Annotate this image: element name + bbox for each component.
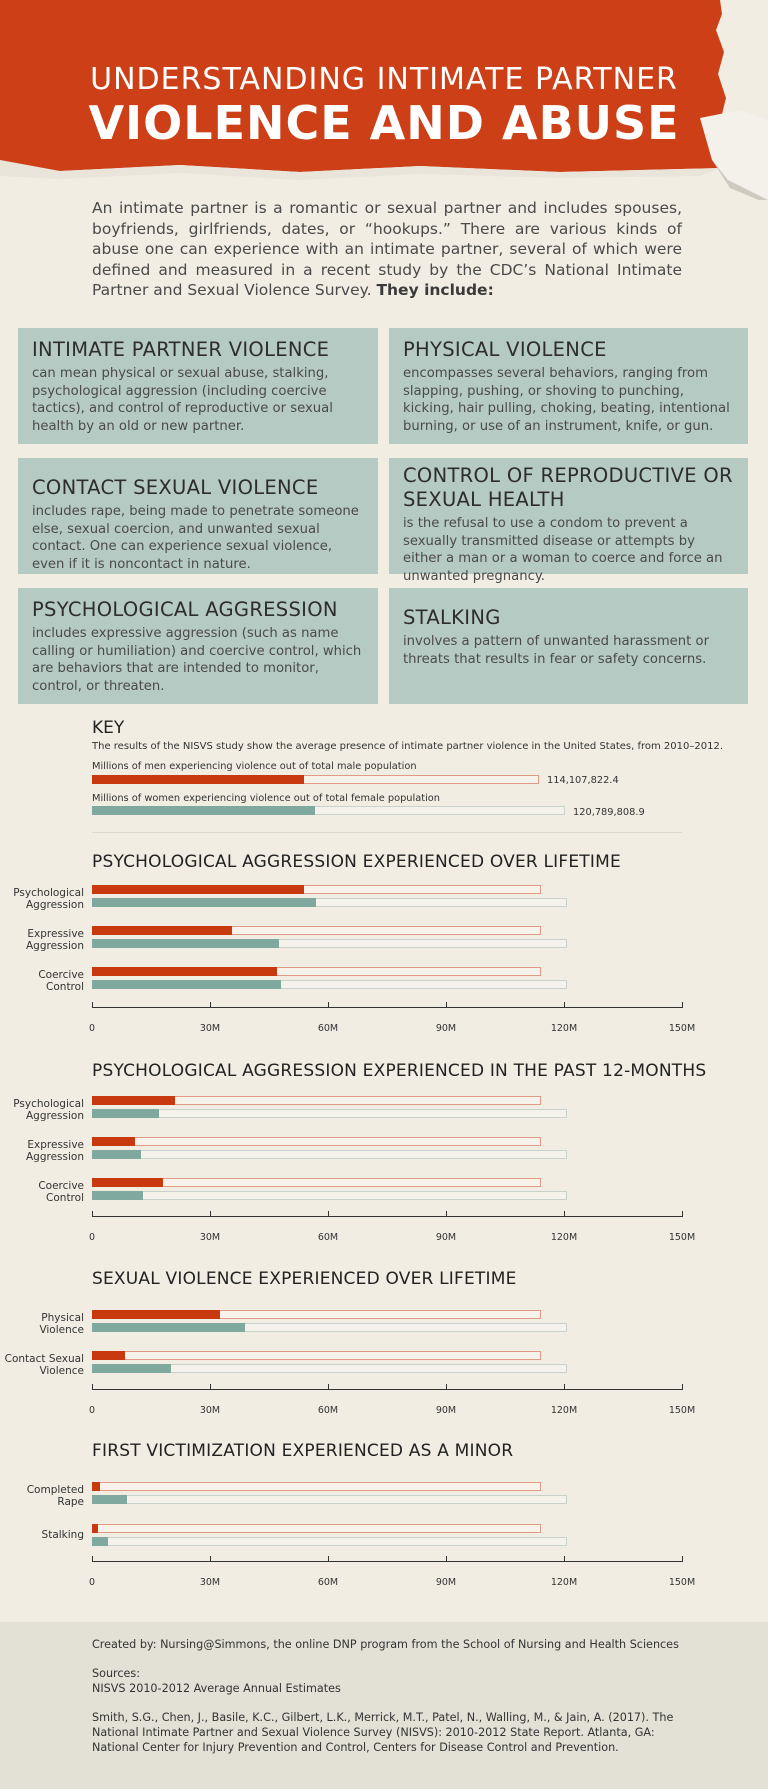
key-men-total: 114,107,822.4	[547, 775, 619, 786]
x-axis-tick	[564, 1556, 565, 1562]
x-axis-tick	[564, 1211, 565, 1217]
x-axis-tick	[446, 1211, 447, 1217]
men-value-bar	[92, 1137, 135, 1146]
definition-text: includes expressive aggression (such as name calling or humiliation) and coercive control, which are behaviors that are intended to monitor, control, or threaten.	[32, 626, 362, 694]
x-tick-label: 120M	[550, 1577, 578, 1588]
definition-card-ipv	[18, 328, 378, 444]
x-axis-tick	[328, 1211, 329, 1217]
men-value-bar	[92, 967, 277, 976]
women-value-bar	[92, 1537, 108, 1546]
x-axis-tick	[328, 1002, 329, 1008]
women-value-bar	[92, 1495, 127, 1504]
category-label: Stalking	[41, 1529, 84, 1541]
definition-title: PSYCHOLOGICAL AGGRESSION	[32, 598, 338, 621]
men-value-bar	[92, 1524, 98, 1533]
women-value-bar	[92, 1109, 159, 1118]
x-axis-tick	[92, 1556, 93, 1562]
x-axis-tick	[564, 1002, 565, 1008]
women-total-bar	[92, 1537, 567, 1546]
intro-bold-text: They include:	[376, 281, 494, 299]
women-total-bar	[92, 1191, 567, 1200]
x-tick-label: 90M	[435, 1023, 457, 1034]
x-tick-label: 120M	[550, 1023, 578, 1034]
x-axis-tick	[564, 1384, 565, 1390]
x-tick-label: 150M	[668, 1577, 696, 1588]
x-axis	[92, 1389, 682, 1390]
women-value-bar	[92, 1323, 245, 1332]
definition-title: STALKING	[403, 606, 501, 629]
x-tick-label: 60M	[317, 1023, 339, 1034]
x-axis-tick	[92, 1211, 93, 1217]
key-description: The results of the NISVS study show the average presence of intimate partner violence in the United States, from 2010–2012.	[92, 741, 724, 752]
footer-created-by: Created by: Nursing@Simmons, the online DNP program from the School of Nursing and Health Sciences	[92, 1638, 679, 1651]
x-tick-label: 0	[88, 1232, 96, 1243]
x-axis-tick	[682, 1002, 683, 1008]
key-title: KEY	[92, 718, 125, 738]
definition-title: INTIMATE PARTNER VIOLENCE	[32, 338, 330, 361]
x-tick-label: 120M	[550, 1232, 578, 1243]
x-tick-label: 30M	[199, 1023, 221, 1034]
x-tick-label: 120M	[550, 1405, 578, 1416]
x-tick-label: 150M	[668, 1405, 696, 1416]
chart-title: PSYCHOLOGICAL AGGRESSION EXPERIENCED OVER LIFETIME	[92, 852, 621, 872]
x-axis-tick	[92, 1384, 93, 1390]
x-axis-tick	[446, 1556, 447, 1562]
women-value-bar	[92, 898, 316, 907]
x-axis	[92, 1007, 682, 1008]
x-tick-label: 0	[88, 1577, 96, 1588]
footer-citation: Smith, S.G., Chen, J., Basile, K.C., Gilbert, L.K., Merrick, M.T., Patel, N., Walling, M., & Jain, A. (2017). The National Intimate Partner and Sexual Violence Survey (NISVS): 2010-2012 State Report. Atlanta, GA: National Center for Injury Prevention and Control, Centers for Disease Control and Prevention.	[92, 1711, 674, 1754]
definition-text: encompasses several behaviors, ranging from slapping, pushing, or shoving to punching, kicking, hair pulling, choking, beating, intentional burning, or use of an instrument, knife, or gun.	[403, 366, 730, 434]
x-axis-tick	[446, 1384, 447, 1390]
x-axis-tick	[446, 1002, 447, 1008]
men-value-bar	[92, 1482, 100, 1491]
definition-card-physical-violence	[389, 328, 748, 444]
x-tick-label: 60M	[317, 1405, 339, 1416]
men-value-bar	[92, 885, 304, 894]
x-tick-label: 150M	[668, 1023, 696, 1034]
x-axis-tick	[210, 1384, 211, 1390]
category-label: Physical Violence	[39, 1312, 84, 1336]
definition-title: PHYSICAL VIOLENCE	[403, 338, 607, 361]
footer-sources-label: Sources:	[92, 1667, 141, 1680]
men-total-bar	[92, 1524, 541, 1533]
category-label: Coercive Control	[38, 1180, 84, 1204]
footer-source-1: NISVS 2010-2012 Average Annual Estimates	[92, 1682, 341, 1695]
x-tick-label: 60M	[317, 1577, 339, 1588]
category-label: Psychological Aggression	[13, 1098, 84, 1122]
definition-text: is the refusal to use a condom to prevent a sexually transmitted disease or attempts by either a man or a woman to coerce and force an unwanted pregnancy.	[403, 516, 723, 584]
x-axis-tick	[682, 1384, 683, 1390]
men-value-bar	[92, 1351, 125, 1360]
intro-paragraph	[92, 198, 682, 301]
key-women-value-bar	[92, 806, 315, 815]
men-value-bar	[92, 1310, 220, 1319]
x-axis-tick	[210, 1211, 211, 1217]
women-value-bar	[92, 1150, 141, 1159]
chart-title: FIRST VICTIMIZATION EXPERIENCED AS A MINOR	[92, 1441, 514, 1461]
x-tick-label: 150M	[668, 1232, 696, 1243]
definition-text: can mean physical or sexual abuse, stalking, psychological aggression (including coercive tactics), and control of reproductive or sexual health by an old or new partner.	[32, 366, 333, 434]
x-tick-label: 0	[88, 1023, 96, 1034]
category-label: Coercive Control	[38, 969, 84, 993]
definition-card-psychological-aggression	[18, 588, 378, 704]
category-label: Expressive Aggression	[26, 928, 84, 952]
x-axis-tick	[210, 1002, 211, 1008]
women-total-bar	[92, 1495, 567, 1504]
x-axis-tick	[682, 1211, 683, 1217]
footer	[0, 1622, 768, 1789]
men-value-bar	[92, 1178, 163, 1187]
definition-title: CONTACT SEXUAL VIOLENCE	[32, 476, 319, 499]
category-label: Psychological Aggression	[13, 887, 84, 911]
definition-title: CONTROL OF REPRODUCTIVE OR SEXUAL HEALTH	[403, 464, 733, 511]
x-tick-label: 0	[88, 1405, 96, 1416]
men-value-bar	[92, 1096, 175, 1105]
women-value-bar	[92, 1191, 143, 1200]
x-axis-tick	[92, 1002, 93, 1008]
definition-card-reproductive-control	[389, 458, 748, 584]
definition-text: includes rape, being made to penetrate someone else, sexual coercion, and unwanted sexual contact. One can experience sexual violence, even if it is noncontact in nature.	[32, 504, 359, 572]
x-tick-label: 90M	[435, 1405, 457, 1416]
chart-title: SEXUAL VIOLENCE EXPERIENCED OVER LIFETIME	[92, 1269, 517, 1289]
definition-card-stalking	[389, 588, 748, 704]
key-women-label: Millions of women experiencing violence out of total female population	[92, 793, 441, 804]
page-title-line2: VIOLENCE AND ABUSE	[88, 96, 680, 150]
legend-key	[92, 718, 732, 752]
chart-title: PSYCHOLOGICAL AGGRESSION EXPERIENCED IN THE PAST 12-MONTHS	[92, 1061, 707, 1081]
women-value-bar	[92, 939, 279, 948]
women-total-bar	[92, 1109, 567, 1118]
men-total-bar	[92, 1137, 541, 1146]
men-total-bar	[92, 1482, 541, 1491]
men-value-bar	[92, 926, 232, 935]
women-total-bar	[92, 1150, 567, 1159]
key-women-total: 120,789,808.9	[573, 807, 645, 818]
x-axis-tick	[210, 1556, 211, 1562]
x-tick-label: 30M	[199, 1577, 221, 1588]
x-axis	[92, 1561, 682, 1562]
x-tick-label: 90M	[435, 1577, 457, 1588]
men-total-bar	[92, 1351, 541, 1360]
key-men-label: Millions of men experiencing violence out of total male population	[92, 761, 417, 772]
definition-card-contact-sexual-violence	[18, 458, 378, 574]
x-axis-tick	[682, 1556, 683, 1562]
women-value-bar	[92, 1364, 171, 1373]
x-axis-tick	[328, 1556, 329, 1562]
key-rows	[92, 758, 732, 818]
key-men-value-bar	[92, 775, 304, 784]
x-axis-tick	[328, 1384, 329, 1390]
x-axis	[92, 1216, 682, 1217]
x-tick-label: 30M	[199, 1232, 221, 1243]
intro-text: An intimate partner is a romantic or sexual partner and includes spouses, boyfriends, girlfriends, dates, or “hookups.” There are various kinds of abuse one can experience with an intimate partner, several of which were defined and measured in a recent study by the CDC’s National Intimate Partner and Sexual Violence Survey.	[92, 199, 682, 299]
x-tick-label: 60M	[317, 1232, 339, 1243]
category-label: Expressive Aggression	[26, 1139, 84, 1163]
x-tick-label: 90M	[435, 1232, 457, 1243]
category-label: Contact Sexual Violence	[4, 1353, 84, 1377]
x-tick-label: 30M	[199, 1405, 221, 1416]
page-title-line1: UNDERSTANDING INTIMATE PARTNER	[90, 62, 678, 97]
key-divider	[92, 832, 682, 833]
women-value-bar	[92, 980, 281, 989]
category-label: Completed Rape	[26, 1484, 84, 1508]
definition-text: involves a pattern of unwanted harassment or threats that results in fear or safety concerns.	[403, 634, 710, 667]
header-banner	[0, 0, 768, 200]
